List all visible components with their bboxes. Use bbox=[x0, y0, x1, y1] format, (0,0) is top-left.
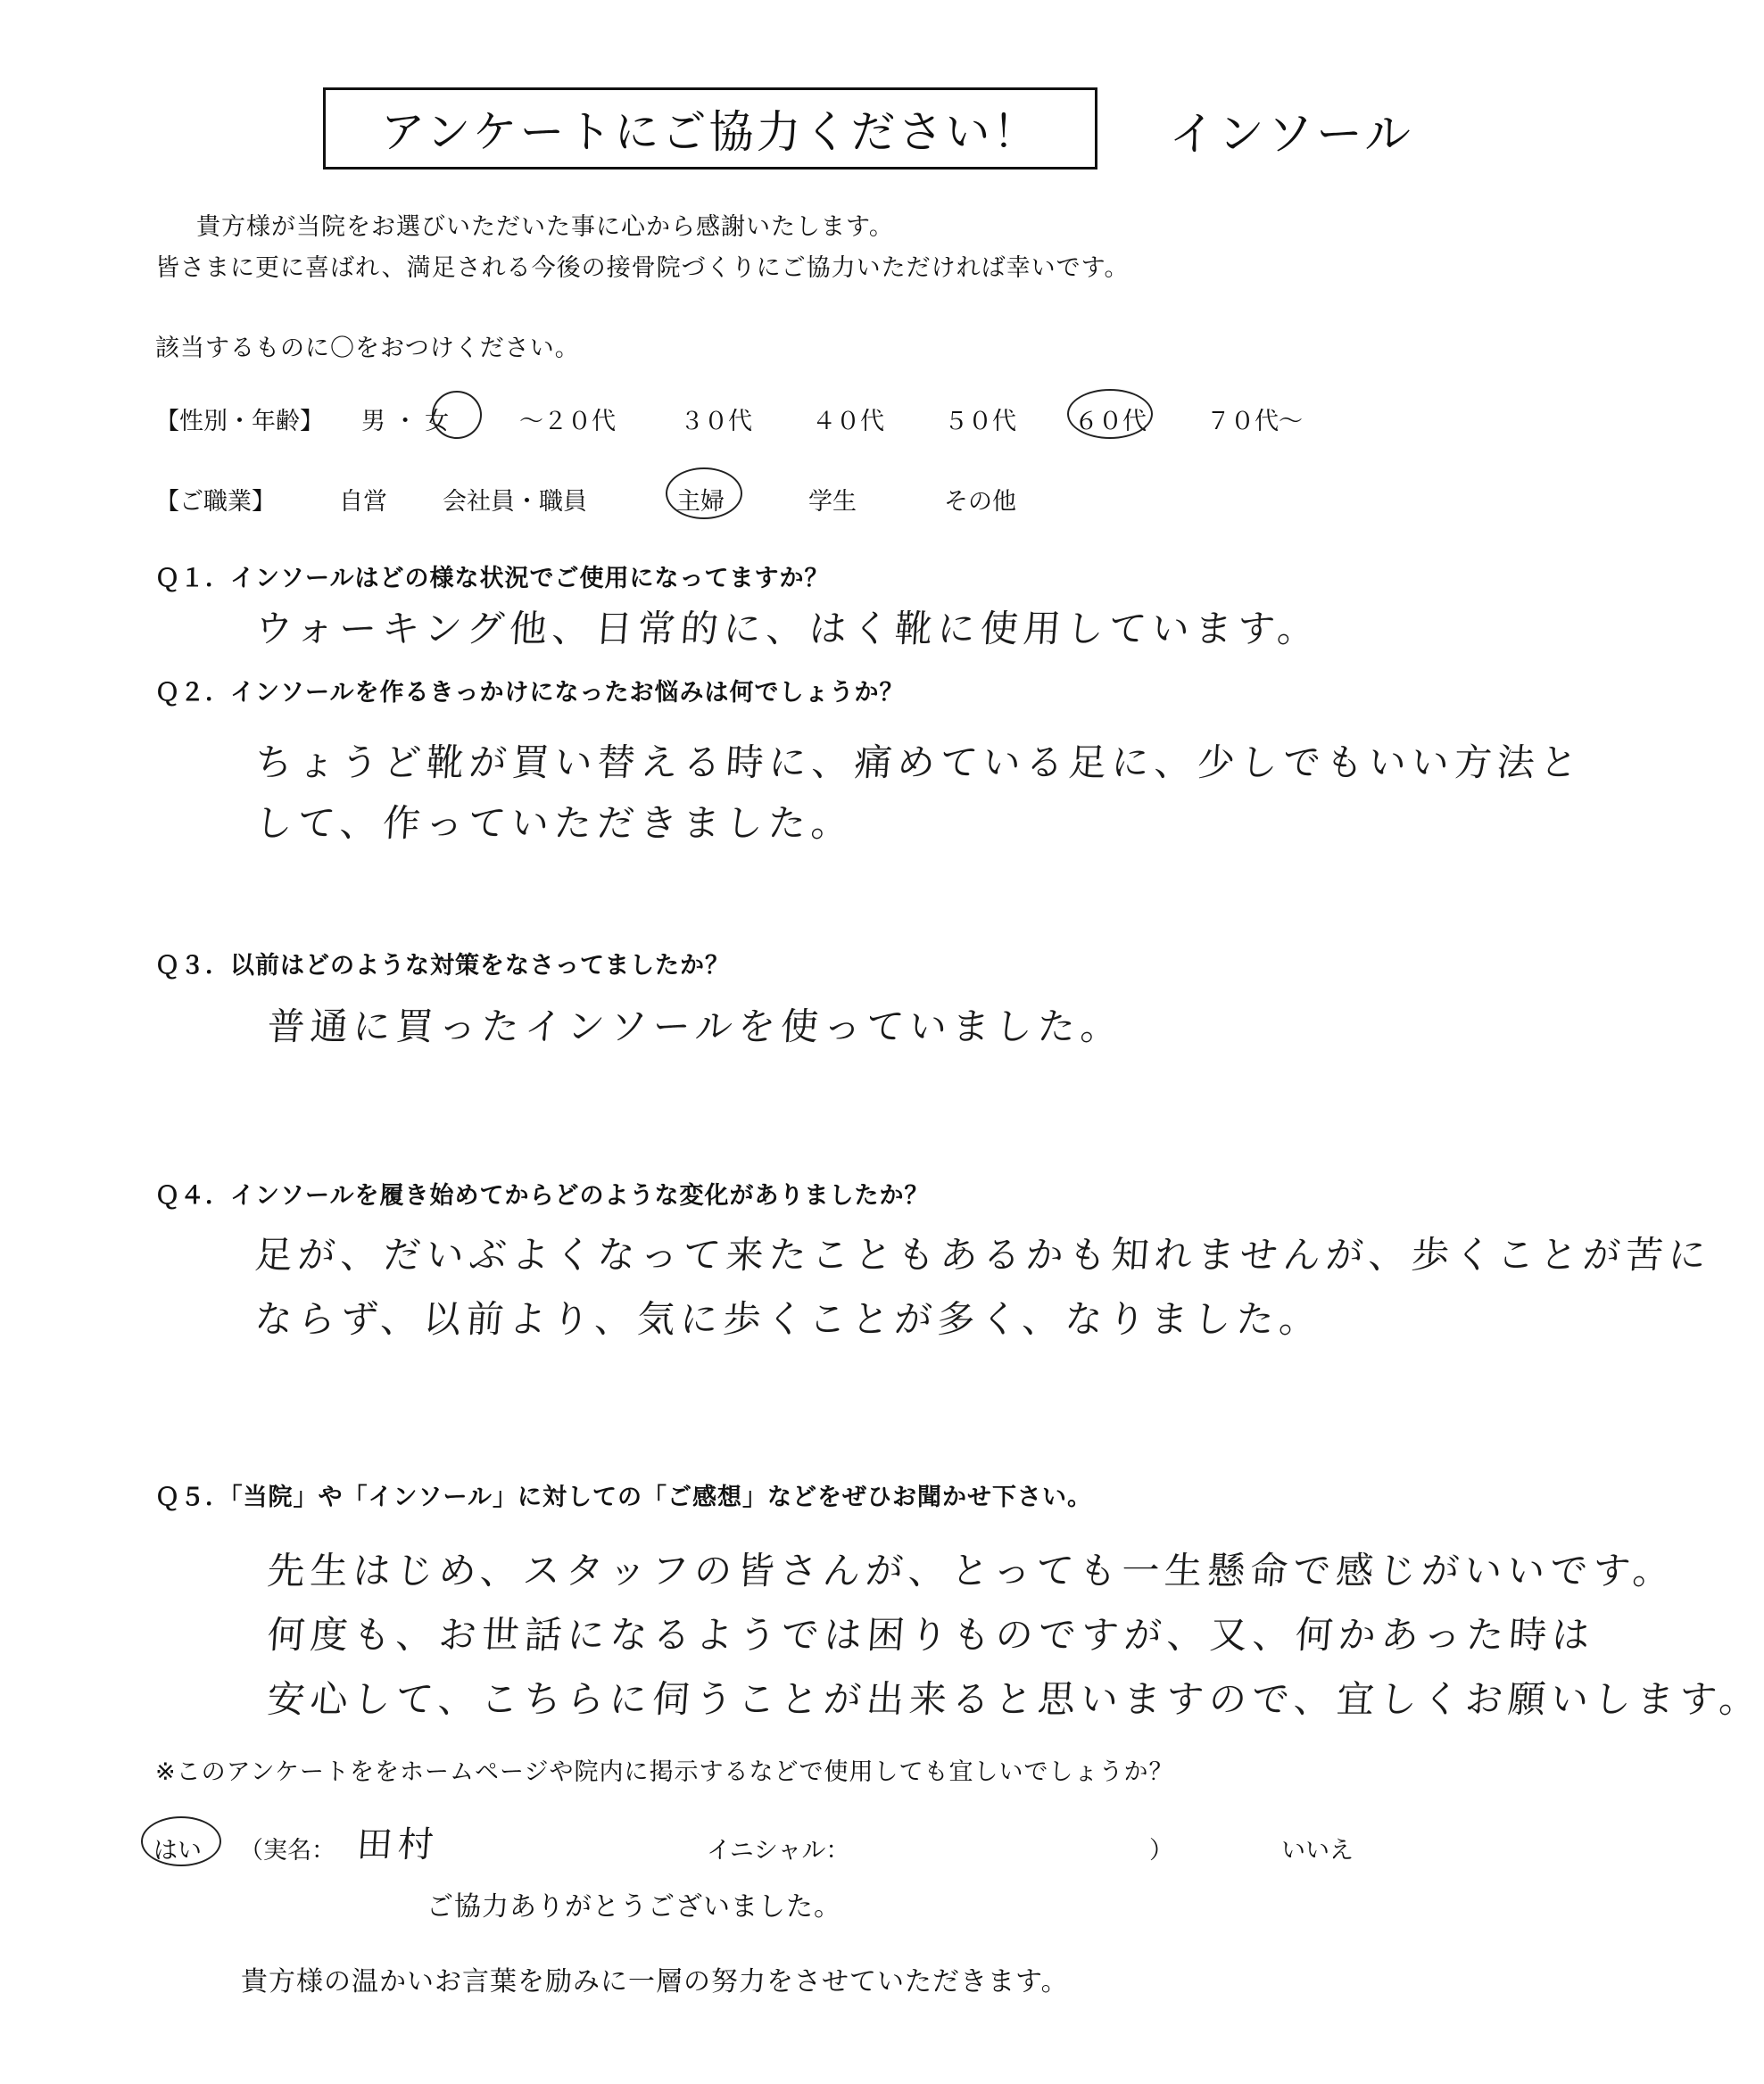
selected-circle-yes bbox=[141, 1816, 221, 1866]
age-option-30s[interactable]: ３０代 bbox=[680, 408, 752, 435]
age-option-60s[interactable]: ６０代 bbox=[1074, 408, 1147, 435]
answer-5-line-3: 安心して、こちらに伺うことが出来ると思いますので、宜しくお願いします。 bbox=[266, 1677, 1764, 1721]
answer-5-line-2: 何度も、お世話になるようでは困りものですが、又、何かあった時は bbox=[266, 1613, 1597, 1657]
answer-3-line-1: 普通に買ったインソールを使っていました。 bbox=[266, 1005, 1125, 1048]
age-option-50s[interactable]: ５０代 bbox=[944, 408, 1016, 435]
answer-2-line-2: して、作っていただきました。 bbox=[253, 801, 856, 845]
question-4: Ｑ４．インソールを履き始めてからどのような変化がありましたか？ bbox=[155, 1182, 930, 1210]
question-5: Ｑ５．「当院」や「インソール」に対しての「ご感想」などをぜひお聞かせ下さい。 bbox=[155, 1484, 1092, 1511]
question-2: Ｑ２．インソールを作るきっかけになったお悩みは何でしょうか？ bbox=[155, 679, 905, 707]
occupation-homemaker[interactable]: 主婦 bbox=[676, 488, 725, 516]
answer-1-line-1: ウォーキング他、日常的に、はく靴に使用しています。 bbox=[253, 607, 1322, 650]
gender-age-label: 【性別・年齢】 bbox=[155, 408, 324, 435]
age-option-40s[interactable]: ４０代 bbox=[812, 408, 884, 435]
question-3: Ｑ３．以前はどのような対策をなさってましたか？ bbox=[155, 952, 730, 980]
occupation-employee[interactable]: 会社員・職員 bbox=[443, 488, 587, 516]
intro-line-2: 皆さまに更に喜ばれ、満足される今後の接骨院づくりにご協力いただければ幸いです。 bbox=[155, 254, 1130, 282]
answer-5-line-1: 先生はじめ、スタッフの皆さんが、とっても一生懸命で感じがいいです。 bbox=[266, 1549, 1677, 1592]
selected-circle-60s bbox=[1067, 389, 1153, 439]
age-option-20s[interactable]: ～２０代 bbox=[519, 408, 616, 435]
answer-2-line-1: ちょうど靴が買い替える時に、痛めている足に、少しでもいい方法と bbox=[253, 740, 1585, 784]
answer-4-line-1: 足が、だいぶよくなって来たこともあるかも知れませんが、歩くことが苦に bbox=[253, 1233, 1713, 1277]
occupation-self-employed[interactable]: 自営 bbox=[339, 488, 387, 516]
consent-yes-option[interactable]: はい bbox=[153, 1837, 202, 1865]
intro-line-1: 貴方様が当院をお選びいただいた事に心から感謝いたします。 bbox=[196, 213, 894, 241]
realname-value[interactable]: 田村 bbox=[355, 1824, 441, 1865]
occupation-student[interactable]: 学生 bbox=[808, 488, 857, 516]
realname-label: （実名： bbox=[239, 1837, 335, 1865]
close-paren: ） bbox=[1149, 1837, 1173, 1865]
occupation-other[interactable]: その他 bbox=[944, 488, 1016, 516]
thanks-message: ご協力ありがとうございました。 bbox=[427, 1891, 841, 1923]
gender-options[interactable]: 男 ・ 女 bbox=[361, 408, 450, 435]
selected-circle-female bbox=[432, 391, 482, 439]
answer-4-line-2: ならず、以前より、気に歩くことが多く、なりました。 bbox=[253, 1297, 1324, 1341]
closing-message: 貴方様の温かいお言葉を励みに一層の努力をさせていただきます。 bbox=[241, 1966, 1069, 1997]
survey-title: アンケートにご協力ください！ bbox=[323, 87, 1097, 170]
survey-topic: インソール bbox=[1169, 108, 1413, 161]
occupation-label: 【ご職業】 bbox=[155, 488, 276, 516]
question-1: Ｑ１．インソールはどの様な状況でご使用になってますか？ bbox=[155, 565, 830, 592]
age-option-70s[interactable]: ７０代～ bbox=[1206, 408, 1303, 435]
consent-question: ※このアンケートををホームページや院内に掲示するなどで使用しても宜しいでしょうか？ bbox=[155, 1758, 1174, 1786]
initial-label: イニシャル： bbox=[707, 1837, 850, 1865]
instruction-text: 該当するものに〇をおつけください。 bbox=[155, 335, 580, 362]
selected-circle-homemaker bbox=[666, 467, 742, 519]
consent-no-option[interactable]: いいえ bbox=[1281, 1837, 1354, 1865]
